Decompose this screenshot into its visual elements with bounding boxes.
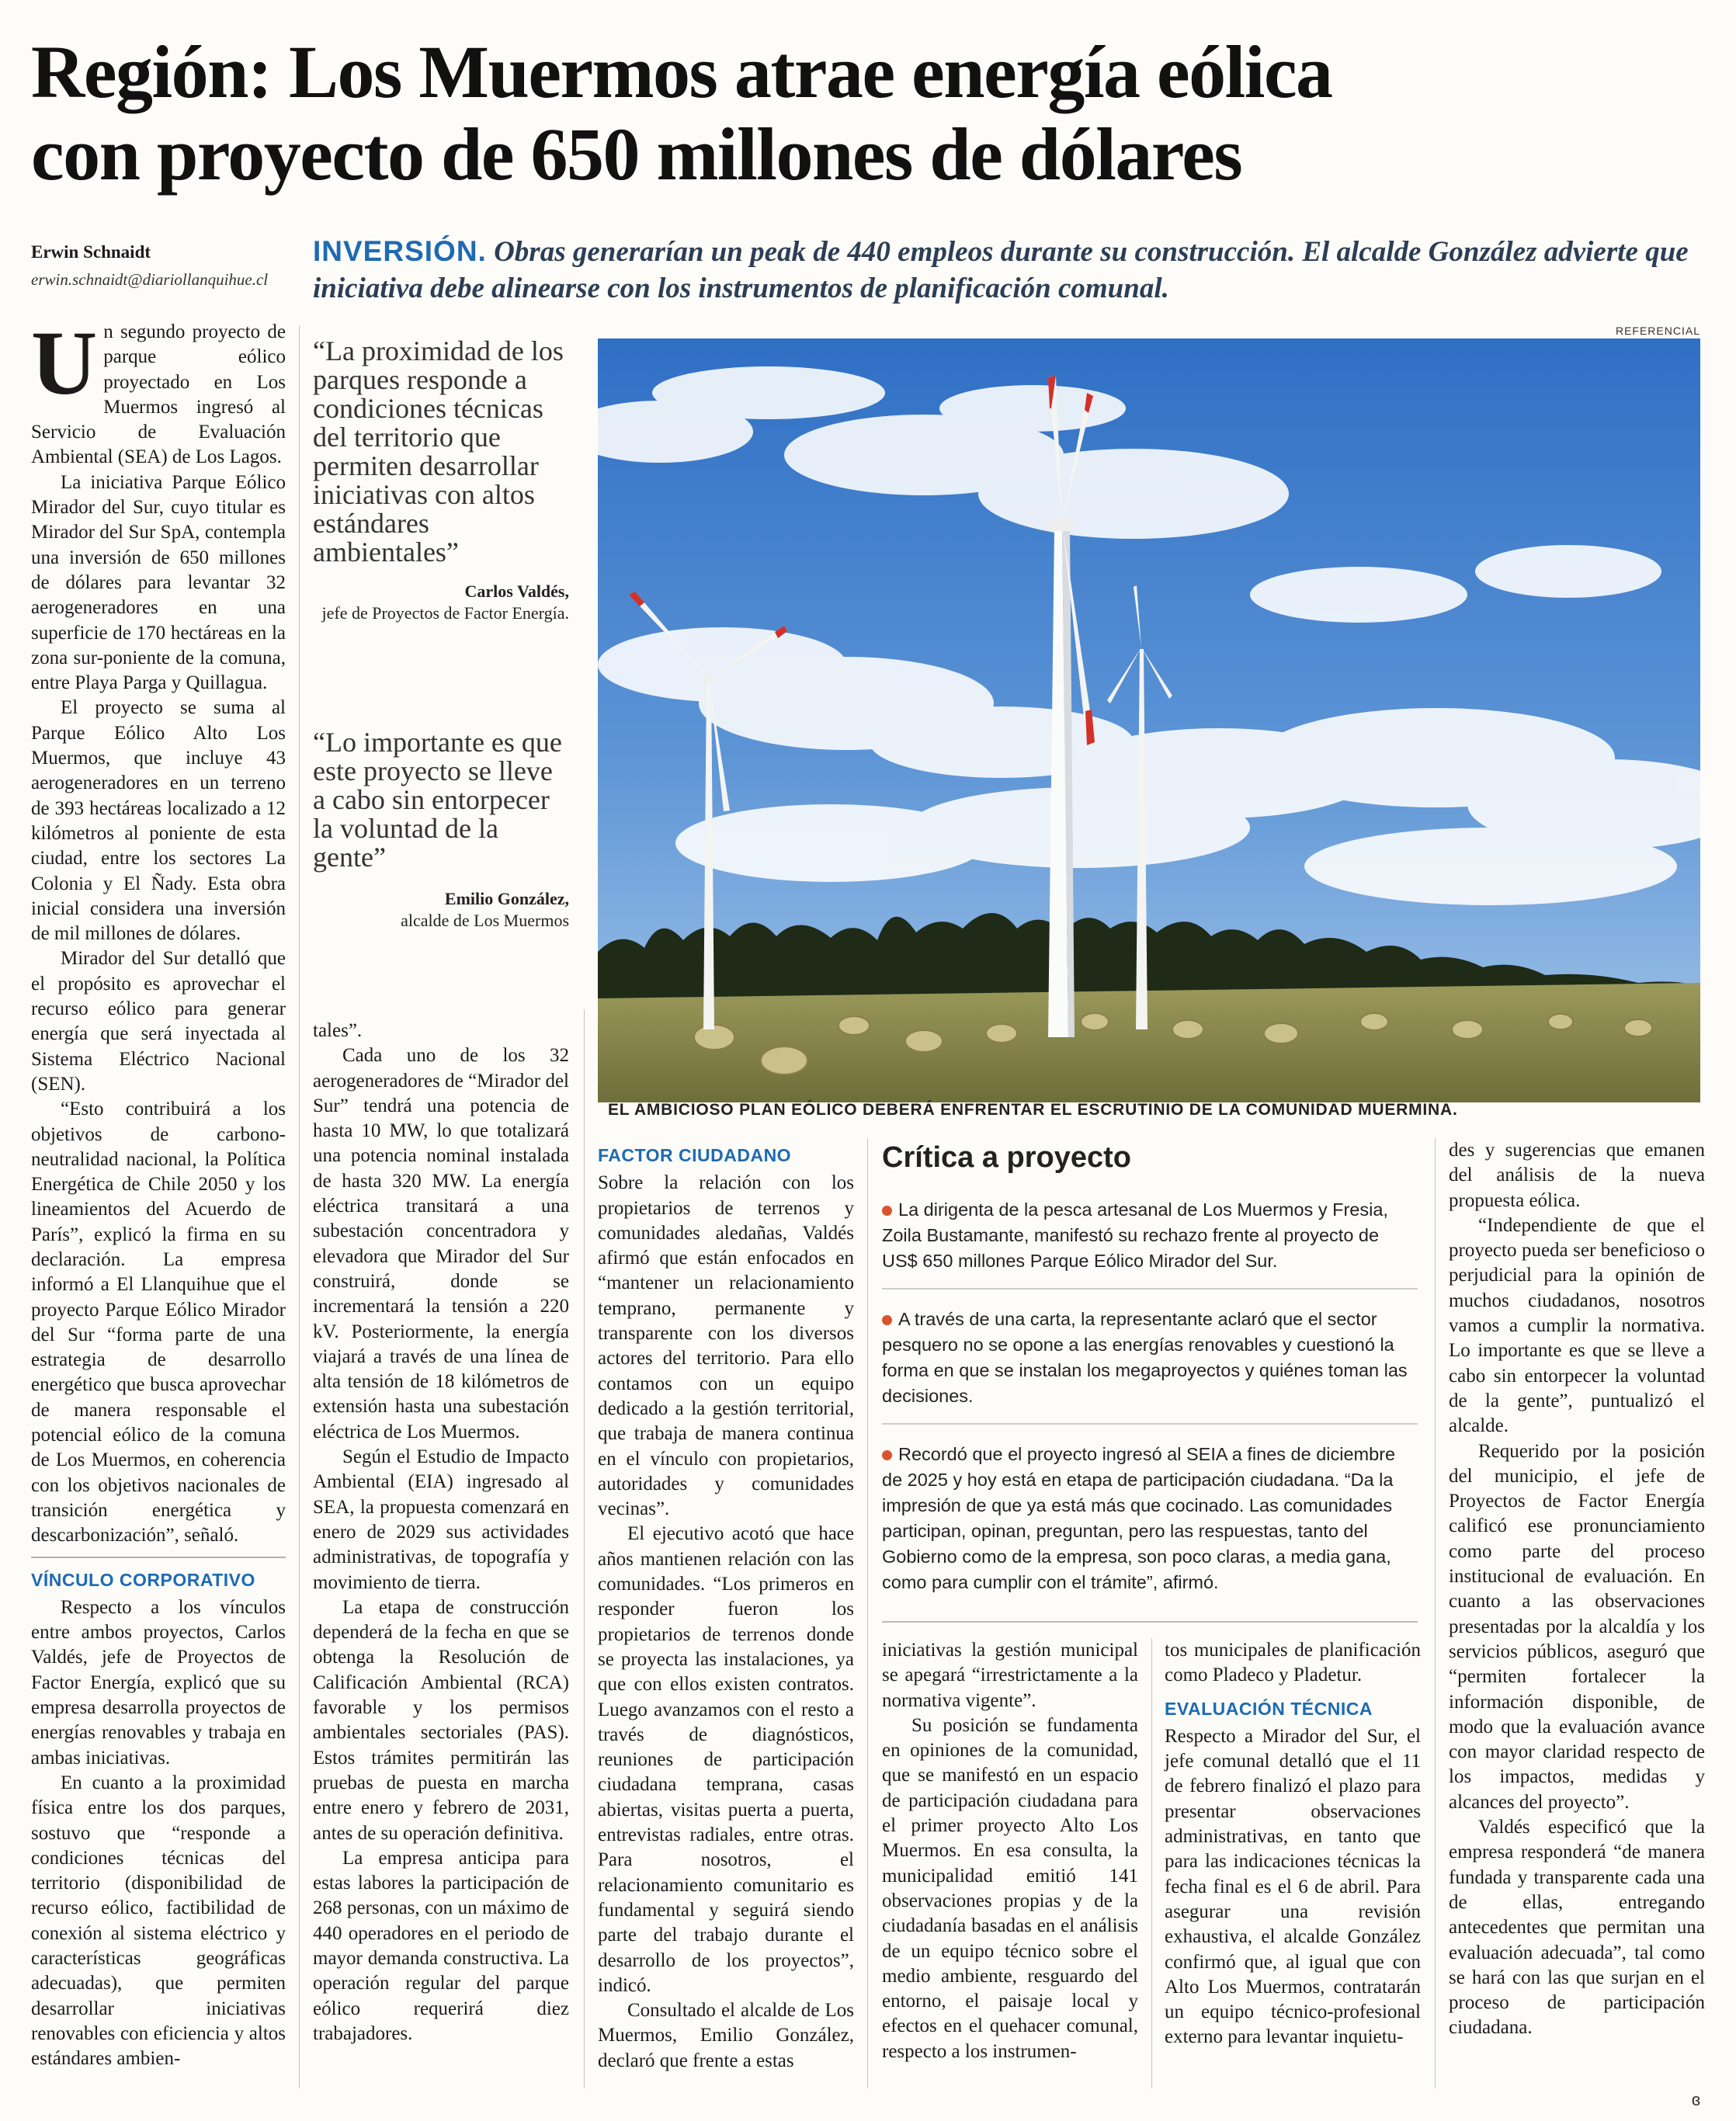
column-divider xyxy=(1151,1638,1152,2088)
col6-p2: “Independiente de que el proyecto pueda ser beneficioso o perjudicial para la opinión de muchos ciudadanos, nosotros vamos a cumplir la normativa. Lo importante es que se lleve a cabo sin entorpecer la voluntad de la gente”, puntualizó el alcalde. xyxy=(1449,1214,1705,1437)
kicker-text: Obras generarían un peak de 440 empleos durante su construcción. El alcalde González advierte que iniciativa debe alinearse con los instrumentos de planificación comunal. xyxy=(313,236,1689,304)
col1-p2: La iniciativa Parque Eólico Mirador del Sur, cuyo titular es Mirador del Sur SpA, contempla una inversión de 650 millones de dólares para levantar 32 aerogeneradores en una superficie de 170 hectáreas en la zona sur-poniente de la comuna, entre Playa Parga y Quillagua. xyxy=(31,471,286,694)
subhead-factor-ciudadano: FACTOR CIUDADANO xyxy=(598,1145,792,1165)
col5-p1: tos municipales de planificación como Pladeco y Pladetur. xyxy=(1165,1640,1421,1686)
kicker xyxy=(313,233,1710,307)
col2-p2: Cada uno de los 32 aerogeneradores de “Mirador del Sur” tendrá una potencia de hasta 10 MW, lo que totalizará una potencia nominal instalada de hasta 320 MW. La energía eléctrica transitará a una subestación concentradora y elevadora que Mirador del Sur construirá, donde se incrementará la tensión a 220 kV. Posteriormente, la energía viajará a través de una línea de alta tensión de 18 kilómetros de extensión hasta una subestación eléctrica de Los Muermos. xyxy=(313,1045,569,1442)
col3-p3: Consultado el alcalde de Los Muermos, Emilio González, declaró que frente a estas xyxy=(598,2000,854,2071)
field xyxy=(598,983,1700,1102)
byline-email[interactable]: erwin.schnaidt@diariollanquihue.cl xyxy=(31,270,269,289)
bullet-text: Recordó que el proyecto ingresó al SEIA a fines de diciembre de 2025 y hoy está en etapa de participación ciudadana. “Da la impresión de que ya está más que cocinado. Las comunidades participan, opinan, preguntan, pero las respuestas, tanto del Gobierno como de la empresa, son poco claras, a media gana, como para cumplir con el trámite”, afirmó. xyxy=(882,1444,1396,1592)
bullet-dot-icon xyxy=(882,1315,892,1325)
photo-caption: EL AMBICIOSO PLAN EÓLICO DEBERÁ ENFRENTAR EL ESCRUTINIO DE LA COMUNIDAD MUERMINA. xyxy=(608,1101,1458,1119)
quote-name: Carlos Valdés, xyxy=(464,581,569,601)
pull-quote-valdes: “La proximidad de los parques responde a condiciones técnicas del territorio que permiten desarrollar iniciativas con altos estándares ambientales” xyxy=(313,335,564,568)
pull-quote-gonzalez-attribution xyxy=(313,888,569,932)
sidebar-bullet xyxy=(882,1442,1418,1609)
column-divider xyxy=(299,326,300,2088)
quote-role: jefe de Proyectos de Factor Energía. xyxy=(321,603,569,623)
article-column-6 xyxy=(1449,1138,1705,2041)
col1-p6: Respecto a los vínculos entre ambos proyectos, Carlos Valdés, jefe de Proyectos de Factor Energía, explicó que su empresa desarrolla proyectos de energías renovables y trabaja en ambas iniciativas. xyxy=(31,1596,286,1769)
col6-p4: Valdés especificó que la empresa responderá “de manera fundada y transparente cada una de ellas, entregando antecedentes que permitan una evaluación adecuada”, tal como se hará con las que surjan en el proceso de participación ciudadana. xyxy=(1449,1817,1705,2039)
pull-quote-valdes-attribution xyxy=(313,581,569,624)
col3-p1: Sobre la relación con los propietarios de terrenos y comunidades aledañas, Valdés afirmó que están enfocados en “mantener un relacionamiento temprano, permanente y transparente con los diversos actores del territorio. Para ello contamos con un equipo dedicado a la gestión territorial, que trabaja de manera continua en el vínculo con propietarios, autoridades y comunidades vecinas”. xyxy=(598,1172,854,1520)
photo-credit-label: REFERENCIAL xyxy=(1615,325,1700,337)
article-column-4 xyxy=(882,1638,1138,2064)
col2-p5: La empresa anticipa para estas labores la participación de 268 personas, con un máximo de 440 operadores en el periodo de mayor demanda constructiva. La operación regular del parque eólico requerirá diez trabajadores. xyxy=(313,1847,569,2044)
end-mark-icon: ɞ xyxy=(1691,2090,1700,2109)
kicker-tag: INVERSIÓN. xyxy=(313,235,487,267)
quote-role: alcalde de Los Muermos xyxy=(401,911,569,930)
bullet-text: A través de una carta, la representante aclaró que el sector pesquero no se opone a las energías renovables y cuestionó la forma en que se instalan los megaproyectos y quiénes toman las decisiones. xyxy=(882,1309,1408,1406)
subhead-vinculo-corporativo: VÍNCULO CORPORATIVO xyxy=(31,1557,286,1592)
column-divider xyxy=(584,1009,585,2088)
col1-p1: n segundo proyecto de parque eólico proyectado en Los Muermos ingresó al Servicio de Evaluación Ambiental (SEA) de Los Lagos. xyxy=(31,321,286,468)
headline-line-2: con proyecto de 650 millones de dólares xyxy=(31,113,1242,196)
headline-line-1: Región: Los Muermos atrae energía eólica xyxy=(31,30,1332,113)
article-column-1 xyxy=(31,312,286,2071)
col2-p4: La etapa de construcción dependerá de la fecha en que se obtenga la Resolución de Calificación Ambiental (RCA) favorable y los permisos ambientales sectoriales (PAS). Estos trámites permitirán las pruebas de puesta en marcha entre enero y febrero de 2031, antes de su operación definitiva. xyxy=(313,1596,569,1844)
sidebar-bottom-rule xyxy=(882,1621,1418,1623)
article-column-3 xyxy=(598,1138,854,2074)
sidebar-title: Crítica a proyecto xyxy=(882,1141,1131,1174)
col6-p1: des y sugerencias que emanen del análisis de la nueva propuesta eólica. xyxy=(1449,1140,1705,1211)
col2-p1: tales”. xyxy=(313,1020,363,1041)
col6-p3: Requerido por la posición del municipio, el jefe de Proyectos de Factor Energía calificó ese pronunciamiento como parte del proceso institucional de evaluación. En cuanto a las observaciones presentadas por la alcaldía y los servicios públicos, aseguró que “permiten fortalecer la información disponible, de modo que la evaluación avance con mayor claridad respecto de los impactos, medidas y alcances del proyecto”. xyxy=(1449,1440,1705,1813)
column-divider xyxy=(1435,1138,1436,2088)
col2-p3: Según el Estudio de Impacto Ambiental (EIA) ingresado al SEA, la propuesta comenzará en enero de 2029 sus actividades administrativas, de topografía y movimiento de tierra. xyxy=(313,1446,569,1593)
article-column-5 xyxy=(1165,1638,1421,2050)
sidebar-bullet xyxy=(882,1307,1418,1425)
headline xyxy=(31,31,1716,196)
sidebar-bullets xyxy=(882,1197,1418,1626)
col3-p2: El ejecutivo acotó que hace años mantienen relación con las comunidades. “Los primeros en responder fueron los propietarios de terrenos donde se proyecta las instalaciones, ya que con ellos existen contratos. Luego avanzamos con el resto a través de diagnósticos, reuniones de participación ciudadana temprana, casas abiertas, visitas puerta a puerta, entrevistas radiales, entre otras. Para nosotros, el relacionamiento comunitario es fundamental y seguirá siendo parte del trabajo durante el desarrollo de los proyectos”, indicó. xyxy=(598,1523,854,1996)
sidebar-bullet xyxy=(882,1197,1418,1290)
col5-p2: Respecto a Mirador del Sur, el jefe comunal detalló que el 11 de febrero finalizó el plazo para presentar observaciones administrativas, en tanto que para las indicaciones técnicas la fecha final es el 6 de abril. Para asegurar una revisión exhaustiva, el alcalde González confirmó que, al igual que con Alto Los Muermos, contratarán un equipo técnico-profesional externo para levantar inquietu- xyxy=(1165,1725,1421,2048)
subhead-evaluacion-tecnica: EVALUACIÓN TÉCNICA xyxy=(1165,1698,1373,1719)
col1-p7: En cuanto a la proximidad física entre los dos parques, sostuvo que “responde a condiciones técnicas del territorio (disponibilidad de recurso eólico, factibilidad de conexión al sistema eléctrico y características geográficas adecuadas), que permiten desarrollar iniciativas renovables con eficiencia y altos estándares ambien- xyxy=(31,1772,286,2070)
article-column-2 xyxy=(313,1019,569,2046)
column-divider xyxy=(867,1138,868,2088)
drop-cap: U xyxy=(31,312,98,414)
wind-turbines-image xyxy=(598,338,1700,1102)
quote-name: Emilio González, xyxy=(444,889,569,908)
bullet-text: La dirigenta de la pesca artesanal de Los Muermos y Fresia, Zoila Bustamante, manifestó su rechazo frente al proyecto de US$ 650 millones Parque Eólico Mirador del Sur. xyxy=(882,1199,1388,1271)
wind-farm-photo xyxy=(598,338,1700,1102)
col1-p4: Mirador del Sur detalló que el propósito es aprovechar el recurso eólico para generar energía que será inyectada al Sistema Eléctrico Nacional (SEN). xyxy=(31,948,286,1095)
bullet-dot-icon xyxy=(882,1450,892,1460)
bullet-dot-icon xyxy=(882,1206,892,1216)
col1-p3: El proyecto se suma al Parque Eólico Alto Los Muermos, que incluye 43 aerogeneradores en un terreno de 393 hectáreas localizado a 12 kilómetros al poniente de esta ciudad, entre los sectores La Colonia y El Ñady. Esta obra inicial considera una inversión de mil millones de dólares. xyxy=(31,697,286,945)
byline-author: Erwin Schnaidt xyxy=(31,242,151,262)
col4-p1: iniciativas la gestión municipal se apegará “irrestrictamente a la normativa vigente”. xyxy=(882,1640,1138,1711)
col4-p2: Su posición se fundamenta en opiniones de la comunidad, que se manifestó en un espacio de participación ciudadana para el primer proyecto Alto Los Muermos. En esa consulta, la municipalidad emitió 141 observaciones propias y de la ciudadanía basadas en el análisis de un equipo técnico sobre el medio ambiente, resguardo del entorno, el paisaje local y efectos en el quehacer comunal, respecto a los instrumen- xyxy=(882,1714,1138,2062)
col1-p5: “Esto contribuirá a los objetivos de carbono-neutralidad nacional, la Política Energética de Chile 2050 y los lineamientos del Acuerdo de París”, explicó la firma en su declaración. La empresa informó a El Llanquihue que el proyecto Parque Eólico Mirador del Sur “forma parte de una estrategia de desarrollo energético que busca aprovechar de manera responsable el potencial eólico de la comuna de Los Muermos, en coherencia con los objetivos nacionales de transición energética y descarbonización”, señaló. xyxy=(31,1099,286,1546)
pull-quote-gonzalez: “Lo importante es que este proyecto se lleve a cabo sin entorpecer la voluntad de la gente” xyxy=(313,727,562,873)
